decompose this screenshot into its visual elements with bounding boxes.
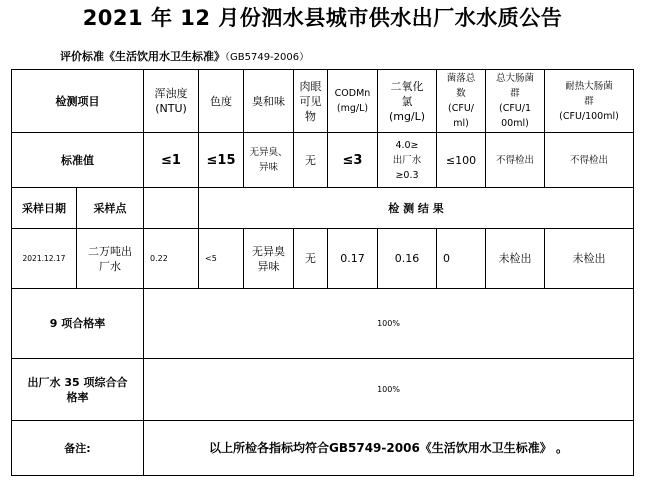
std-visible: 无	[294, 133, 328, 188]
val-chlorine-dioxide: 0.16	[378, 229, 437, 289]
empty-cell	[144, 188, 199, 229]
remark-text: 以上所检各指标均符合GB5749-2006《生活饮用水卫生标准》 。	[144, 421, 634, 476]
val-coliform: 未检出	[486, 229, 545, 289]
page-title: 2021 年 12 月份泗水县城市供水出厂水水质公告	[82, 6, 563, 30]
combined-pass-rate-value: 100%	[144, 359, 634, 421]
col-thermotolerant: 耐热大肠菌 群 (CFU/100ml)	[545, 70, 634, 133]
col-codmn: CODMn (mg/L)	[328, 70, 378, 133]
evaluation-standard	[60, 48, 309, 64]
sampling-date-header: 采样日期	[12, 188, 77, 229]
col-odor: 臭和味	[244, 70, 294, 133]
sampling-point-header: 采样点	[77, 188, 144, 229]
remark-label: 备注:	[12, 421, 144, 476]
standard-row	[12, 133, 634, 188]
std-turbidity: ≤1	[144, 133, 199, 188]
combined-pass-rate-label: 出厂水 35 项综合合 格率	[12, 359, 144, 421]
val-colony: 0	[437, 229, 486, 289]
results-header: 检 测 结 果	[199, 188, 634, 229]
pass-rate-row	[12, 289, 634, 359]
col-visible: 肉眼 可见 物	[294, 70, 328, 133]
std-chlorine-dioxide: 4.0≥ 出厂水 ≥0.3	[378, 133, 437, 188]
val-visible: 无	[294, 229, 328, 289]
std-codmn: ≤3	[328, 133, 378, 188]
val-turbidity: 0.22	[144, 229, 199, 289]
val-color: <5	[199, 229, 244, 289]
data-row	[12, 229, 634, 289]
sample-date: 2021.12.17	[12, 229, 77, 289]
std-color: ≤15	[199, 133, 244, 188]
sampling-header-row	[12, 188, 634, 229]
col-coliform: 总大肠菌 群 (CFU/1 00ml)	[486, 70, 545, 133]
water-quality-table	[11, 69, 634, 476]
col-colony: 菌落总 数 (CFU/ ml)	[437, 70, 486, 133]
val-odor: 无异臭 异味	[244, 229, 294, 289]
col-chlorine-dioxide: 二氧化 氯 (mg/L)	[378, 70, 437, 133]
standard-code: （GB5749-2006）	[225, 52, 310, 63]
standard-label: 评价标准《生活饮用水卫生标准》	[60, 50, 225, 63]
sample-point: 二万吨出 厂水	[77, 229, 144, 289]
remark-row	[12, 421, 634, 476]
col-color: 色度	[199, 70, 244, 133]
std-coliform: 不得检出	[486, 133, 545, 188]
header-row	[12, 70, 634, 133]
pass-rate-label: 9 项合格率	[12, 289, 144, 359]
val-codmn: 0.17	[328, 229, 378, 289]
std-thermotolerant: 不得检出	[545, 133, 634, 188]
combined-pass-rate-row	[12, 359, 634, 421]
item-header: 检测项目	[12, 70, 144, 133]
val-thermotolerant: 未检出	[545, 229, 634, 289]
std-odor: 无异臭、 异味	[244, 133, 294, 188]
std-colony: ≤100	[437, 133, 486, 188]
pass-rate-value: 100%	[144, 289, 634, 359]
col-turbidity: 浑浊度 (NTU)	[144, 70, 199, 133]
standard-label-cell: 标准值	[12, 133, 144, 188]
